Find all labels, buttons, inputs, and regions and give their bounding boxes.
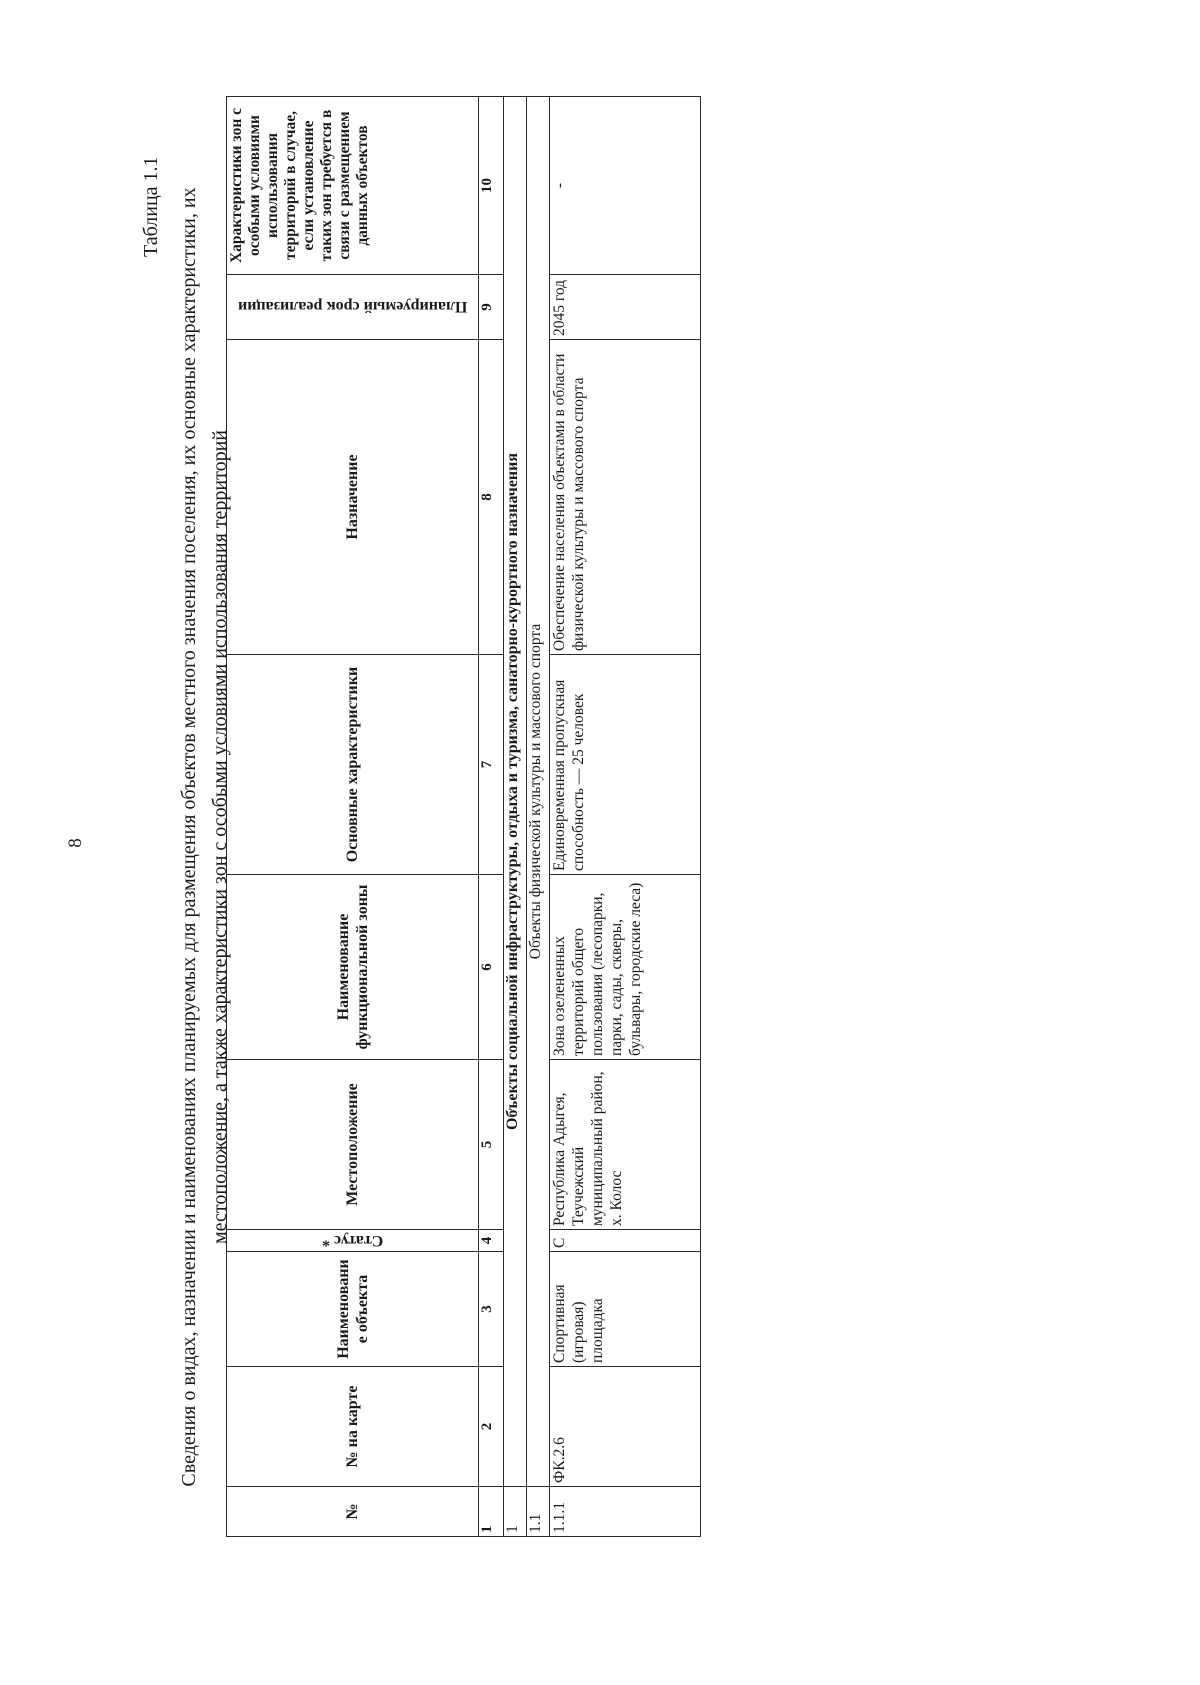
rotated-page-content	[100, 67, 1100, 1617]
col-number: 6	[479, 875, 504, 1060]
header-functional-zone: Наименование функциональной зоны	[227, 875, 479, 1060]
header-object-name: Наименовани е объекта	[227, 1252, 479, 1367]
table-label: Таблица 1.1	[140, 156, 162, 257]
section-row	[504, 97, 527, 1537]
row-status: С	[550, 1230, 701, 1252]
header-characteristics: Основные характеристики	[227, 655, 479, 875]
header-location: Местоположение	[227, 1060, 479, 1230]
header-status	[227, 1230, 479, 1252]
row-term: 2045 год	[550, 275, 701, 340]
row-object-name: Спортивная (игровая) площадка	[550, 1252, 701, 1367]
col-number: 3	[479, 1252, 504, 1367]
table-row	[550, 97, 701, 1537]
objects-table	[226, 96, 701, 1537]
header-term	[227, 275, 479, 340]
header-term-text: Планируемый срок реализации	[237, 298, 468, 316]
col-number: 10	[479, 97, 504, 275]
header-special-zones: Характеристики зон с особыми условиями использования территорий в случае, если установление таких зон требуется в связи с размещением данных объектов	[227, 97, 479, 275]
col-number: 7	[479, 655, 504, 875]
header-map-number: № на карте	[227, 1367, 479, 1487]
column-numbers-row	[479, 97, 504, 1537]
row-location: Республика Адыгея, Теучежский муниципальный район, х. Колос	[550, 1060, 701, 1230]
row-special-zones: -	[550, 97, 701, 275]
col-number: 2	[479, 1367, 504, 1487]
col-number: 1	[479, 1487, 504, 1537]
header-status-text: Статус *	[321, 1232, 384, 1249]
row-number: 1.1.1	[550, 1487, 701, 1537]
header-num: №	[227, 1487, 479, 1537]
subsection-title: Объекты физической культуры и массового спорта	[527, 97, 550, 1487]
col-number: 4	[479, 1230, 504, 1252]
page-number: 8	[65, 838, 86, 848]
section-number: 1	[504, 1487, 527, 1537]
row-map-number: ФК.2.6	[550, 1367, 701, 1487]
header-row	[227, 97, 479, 1537]
section-title: Объекты социальной инфраструктуры, отдыха и туризма, санаторно-курортного назначения	[504, 97, 527, 1487]
row-functional-zone: Зона озелененных территорий общего пользования (лесопарки, парки, сады, скверы, бульвары, городские леса)	[550, 875, 701, 1060]
col-number: 8	[479, 340, 504, 655]
row-purpose: Обеспечение населения объектами в области физической культуры и массового спорта	[550, 340, 701, 655]
col-number: 9	[479, 275, 504, 340]
subsection-row	[527, 97, 550, 1537]
subsection-number: 1.1	[527, 1487, 550, 1537]
header-purpose: Назначение	[227, 340, 479, 655]
row-characteristics: Единовременная пропускная способность — 25 человек	[550, 655, 701, 875]
table-caption: Сведения о видах, назначении и наименованиях планируемых для размещения объектов местного значения поселения, их основные характеристики, их местоположение, а также характеристики зон с особыми условиями использования территорий	[178, 187, 231, 1487]
col-number: 5	[479, 1060, 504, 1230]
